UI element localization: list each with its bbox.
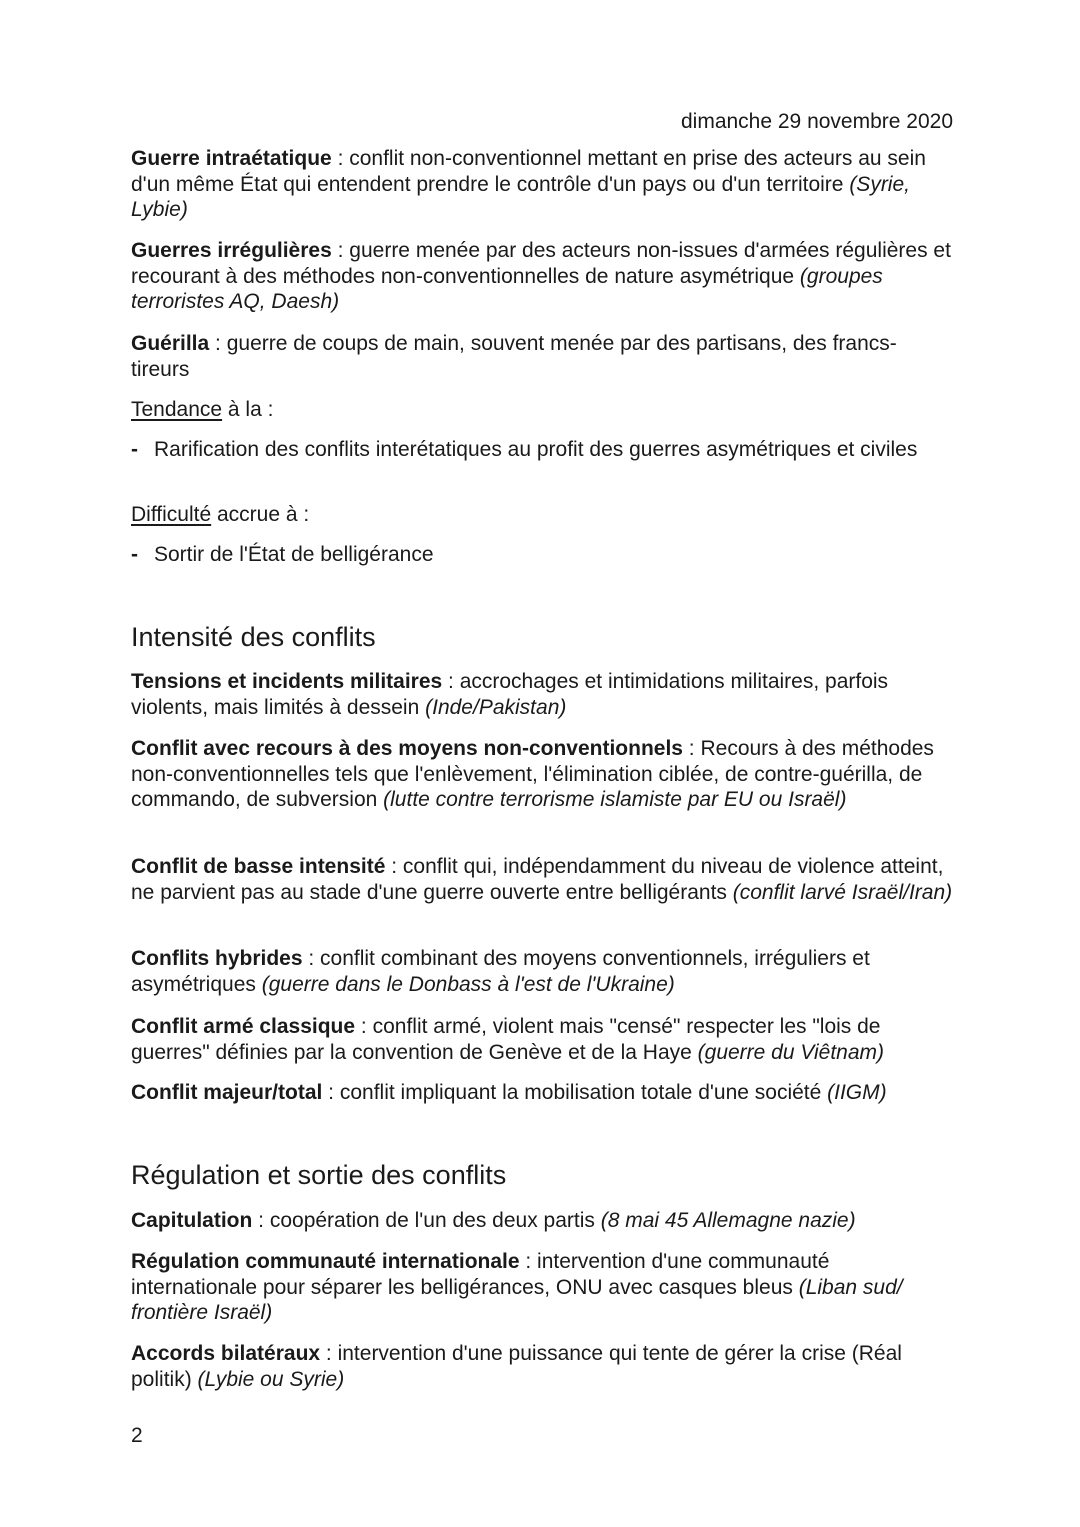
dash-bullet-icon: -: [131, 543, 138, 566]
definition-text: : conflit non-conventionnel mettant en prise des acteurs au sein d'un même État qui entendent prendre le contrôle d'un pays ou d'un territoire: [131, 147, 926, 196]
definition-entry: [131, 946, 953, 997]
definition-entry: [131, 1249, 953, 1326]
term: Guérilla: [131, 332, 210, 355]
term: Accords bilatéraux: [131, 1342, 321, 1365]
definition-text: : conflit combinant des moyens conventionnels, irréguliers et asymétriques: [131, 947, 870, 996]
example-text: (Lybie ou Syrie): [197, 1367, 345, 1391]
tendance-rest: à la :: [222, 398, 274, 421]
term: Conflits hybrides: [131, 947, 303, 970]
definition-text: : intervention d'une communauté internationale pour séparer les belligérances, ONU avec casques bleus: [131, 1250, 830, 1299]
dash-bullet-icon: -: [131, 438, 138, 461]
definition-entry: [131, 146, 953, 223]
example-text: (Inde/Pakistan): [425, 695, 567, 719]
definition-text: : conflit qui, indépendamment du niveau de violence atteint, ne parvient pas au stade d'une guerre ouverte entre belligérants: [131, 855, 944, 904]
definition-text: : intervention d'une puissance qui tente de gérer la crise (Réal politik): [131, 1342, 902, 1391]
difficulte-rest: accrue à :: [211, 503, 310, 526]
definition-text: : conflit armé, violent mais "censé" respecter les "lois de guerres" définies par la convention de Genève et de la Haye: [131, 1015, 881, 1064]
definition-entry: [131, 1080, 953, 1106]
section-heading: Régulation et sortie des conflits: [131, 1160, 507, 1190]
definition-text: : guerre menée par des acteurs non-issues d'armées régulières et recourant à des méthodes non-conventionnelles de nature asymétrique: [131, 239, 951, 288]
difficulte-label: [131, 502, 953, 528]
example-text: (IIGM): [827, 1081, 887, 1104]
term: Conflit de basse intensité: [131, 855, 386, 878]
example-text: (guerre du Viêtnam): [697, 1040, 885, 1064]
bullet-item: [131, 542, 953, 568]
definition-entry: [131, 1014, 953, 1065]
tendance-underlined: Tendance: [131, 398, 223, 421]
term: Tensions et incidents militaires: [131, 670, 443, 693]
term: Conflit majeur/total: [131, 1081, 323, 1104]
definition-text: : Recours à des méthodes non-conventionnelles tels que l'enlèvement, l'élimination ciblée, de contre-guérilla, de commando, de subversion: [131, 737, 934, 812]
term: Guerre intraétatique: [131, 147, 332, 170]
definition-text: : conflit impliquant la mobilisation totale d'une société: [322, 1081, 828, 1104]
definition-entry: [131, 669, 953, 720]
term: Guerres irrégulières: [131, 239, 332, 262]
definition-text: : accrochages et intimidations militaires, parfois violents, mais limités à dessein: [131, 670, 889, 719]
example-text: (lutte contre terrorisme islamiste par EU ou Israël): [383, 788, 847, 812]
definition-text: : coopération de l'un des deux partis: [252, 1209, 601, 1232]
bullet-text: Sortir de l'État de belligérance: [154, 543, 434, 566]
example-text: (Liban sud/ frontière Israël): [131, 1275, 903, 1325]
section-heading: Intensité des conflits: [131, 622, 376, 652]
page-number: 2: [131, 1424, 143, 1447]
definition-entry: [131, 331, 953, 382]
tendance-label: [131, 397, 953, 423]
example-text: (8 mai 45 Allemagne nazie): [600, 1209, 856, 1232]
definition-entry: [131, 1341, 953, 1392]
example-text: (Syrie, Lybie): [131, 172, 910, 222]
bullet-text: Rarification des conflits interétatiques au profit des guerres asymétriques et civiles: [154, 438, 918, 461]
term: Conflit armé classique: [131, 1015, 356, 1038]
document-date: dimanche 29 novembre 2020: [680, 110, 953, 133]
term: Conflit avec recours à des moyens non-conventionnels: [131, 737, 683, 760]
definition-text: : guerre de coups de main, souvent menée par des partisans, des francs-tireurs: [131, 332, 897, 381]
bullet-item: [131, 437, 953, 463]
example-text: (groupes terroristes AQ, Daesh): [131, 264, 883, 314]
definition-entry: [131, 238, 953, 315]
difficulte-underlined: Difficulté: [131, 503, 212, 526]
definition-entry: [131, 854, 953, 905]
example-text: (guerre dans le Donbass à l'est de l'Ukraine): [261, 972, 675, 996]
definition-entry: [131, 736, 953, 813]
term: Régulation communauté internationale: [131, 1250, 520, 1273]
example-text: (conflit larvé Israël/Iran): [732, 880, 953, 904]
term: Capitulation: [131, 1209, 253, 1232]
definition-entry: [131, 1208, 953, 1234]
